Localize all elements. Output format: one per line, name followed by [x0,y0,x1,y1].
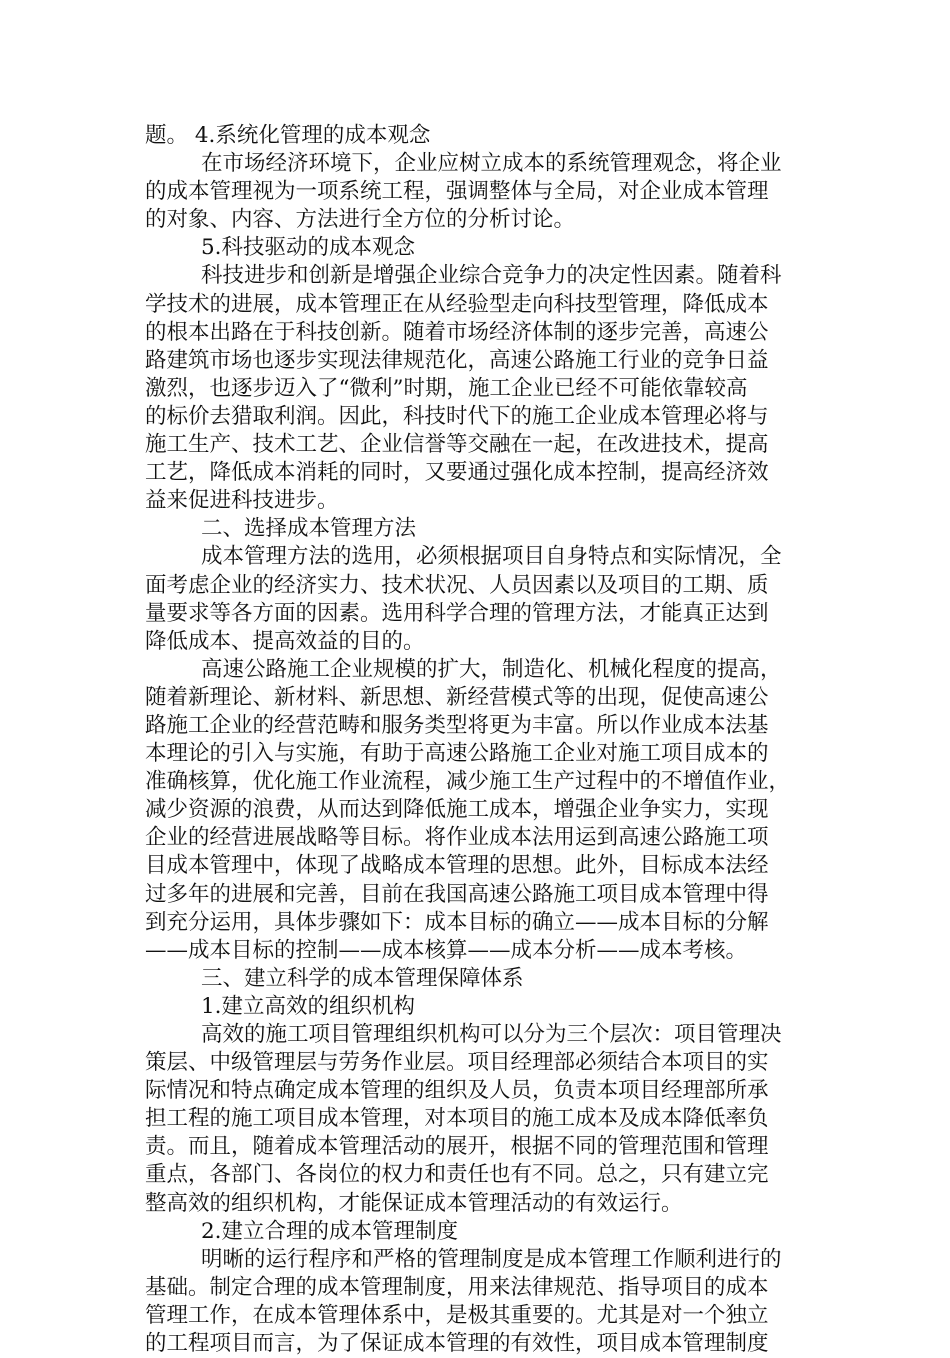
text-line: 学技术的进展，成本管理正在从经验型走向科技型管理，降低成本 [145,291,769,317]
text-line: 基础。制定合理的成本管理制度，用来法律规范、指导项目的成本 [145,1274,769,1300]
text-line: 题。 4.系统化管理的成本观念 [145,123,431,148]
text-line: 减少资源的浪费，从而达到降低施工成本，增强企业争实力，实现 [145,797,769,823]
text-line: 的根本出路在于科技创新。随着市场经济体制的逐步完善，高速公 [145,319,769,345]
text-line: 策层、中级管理层与劳务作业层。项目经理部必须结合本项目的实 [145,1050,769,1076]
text-line: 的工程项目而言，为了保证成本管理的有效性，项目成本管理制度 [145,1331,769,1357]
text-line: 准确核算，优化施工作业流程，减少施工生产过程中的不增值作业， [145,769,791,795]
text-line: 整高效的组织机构，才能保证成本管理活动的有效运行。 [145,1190,683,1216]
section-heading: 三、建立科学的成本管理保障体系 [201,965,524,991]
text-line: 随着新理论、新材料、新思想、新经营模式等的出现，促使高速公 [145,684,769,710]
text-line: 过多年的进展和完善，目前在我国高速公路施工项目成本管理中得 [145,881,769,907]
text-line: 重点，各部门、各岗位的权力和责任也有不同。总之，只有建立完 [145,1162,769,1188]
text-line: 工艺，降低成本消耗的同时，又要通过强化成本控制，提高经济效 [145,460,769,486]
text-line: 面考虑企业的经济实力、技术状况、人员因素以及项目的工期、质 [145,572,769,598]
text-line: 际情况和特点确定成本管理的组织及人员，负责本项目经理部所承 [145,1078,769,1104]
text-line: 本理论的引入与实施，有助于高速公路施工企业对施工项目成本的 [145,741,769,767]
text-line: 的标价去猎取利润。因此，科技时代下的施工企业成本管理必将与 [145,403,769,429]
text-line: 路施工企业的经营范畴和服务类型将更为丰富。所以作业成本法基 [145,712,769,738]
paragraph-start: 高速公路施工企业规模的扩大，制造化、机械化程度的提高， [201,656,782,682]
section-heading: 二、选择成本管理方法 [201,516,417,542]
text-line: 路建筑市场也逐步实现法律规范化，高速公路施工行业的竞争日益 [145,347,769,373]
paragraph-start: 成本管理方法的选用，必须根据项目自身特点和实际情况，全 [201,544,782,570]
text-line: ——成本目标的控制——成本核算——成本分析——成本考核。 [145,937,748,963]
text-line: 的对象、内容、方法进行全方位的分析讨论。 [145,207,576,233]
text-line: 量要求等各方面的因素。选用科学合理的管理方法，才能真正达到 [145,600,769,626]
subsection-heading: 1.建立高效的组织机构 [201,993,416,1019]
text-line: 降低成本、提高效益的目的。 [145,628,425,654]
paragraph-start: 在市场经济环境下，企业应树立成本的系统管理观念，将企业 [201,151,782,177]
text-line: 担工程的施工项目成本管理，对本项目的施工成本及成本降低率负 [145,1106,769,1132]
paragraph-start: 高效的施工项目管理组织机构可以分为三个层次：项目管理决 [201,1022,782,1047]
subsection-heading: 2.建立合理的成本管理制度 [201,1218,459,1244]
text-line: 到充分运用，具体步骤如下：成本目标的确立——成本目标的分解 [145,909,769,935]
paragraph-start: 科技进步和创新是增强企业综合竞争力的决定性因素。随着科 [201,263,782,289]
text-line: 企业的经营进展战略等目标。将作业成本法用运到高速公路施工项 [145,825,769,851]
text-line: 激烈，也逐步迈入了“微利”时期，施工企业已经不可能依靠较高 [145,375,748,401]
text-line: 管理工作，在成本管理体系中，是极其重要的。尤其是对一个独立 [145,1302,769,1328]
text-line: 责。而且，随着成本管理活动的展开，根据不同的管理范围和管理 [145,1134,769,1160]
text-line: 施工生产、技术工艺、企业信誉等交融在一起，在改进技术，提高 [145,432,769,458]
paragraph-start: 明晰的运行程序和严格的管理制度是成本管理工作顺利进行的 [201,1246,782,1272]
text-line: 的成本管理视为一项系统工程，强调整体与全局，对企业成本管理 [145,179,769,205]
document-body [145,122,810,1358]
text-line: 目成本管理中，体现了战略成本管理的思想。此外，目标成本法经 [145,853,769,879]
section-heading: 5.科技驱动的成本观念 [201,235,416,261]
text-line: 益来促进科技进步。 [145,488,339,514]
